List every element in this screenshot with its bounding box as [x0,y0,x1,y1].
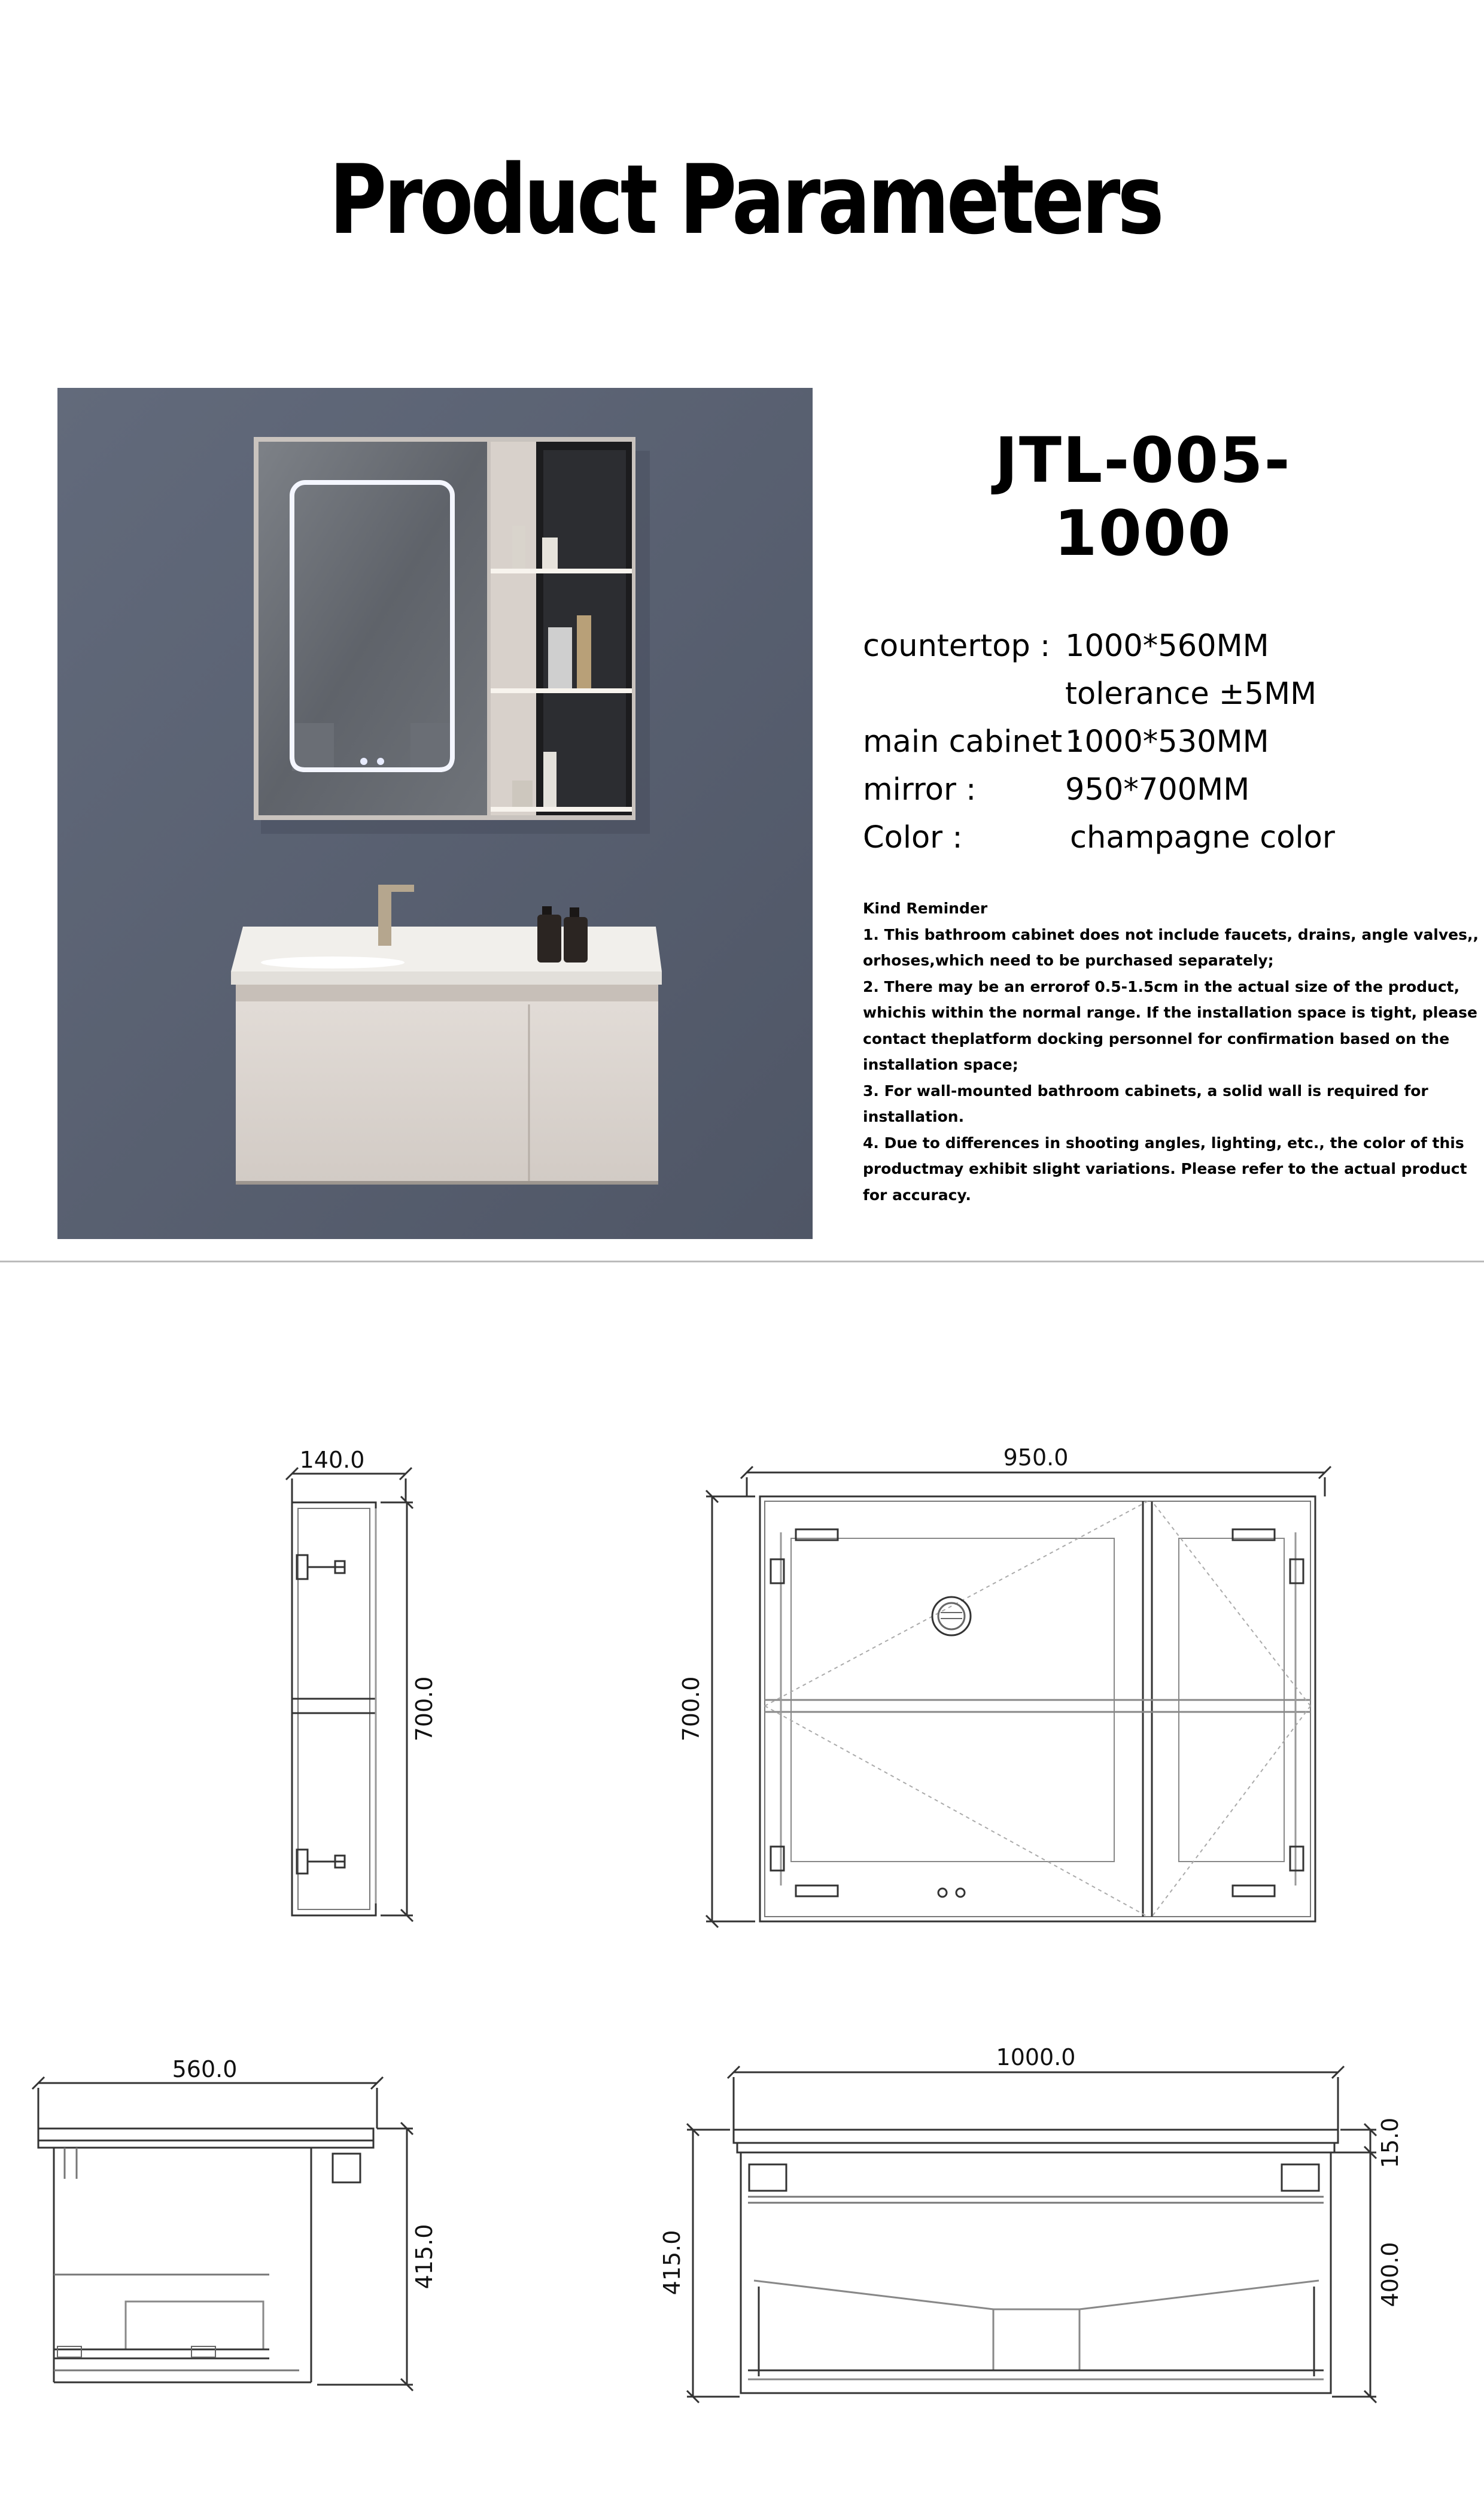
dim-mirror-front-height: 700.0 [678,1676,704,1742]
param-label-main-cabinet: main cabinet : [863,724,1082,760]
mirror-side-drawing [286,1468,413,1921]
param-value-color: champagne color [1070,820,1335,855]
cabinet-front-drawing [687,2066,1376,2403]
reminder-line: orhoses,which need to be purchased separately; [863,952,1274,969]
model-number: JTL-005-1000 [995,424,1291,570]
section-divider [0,1261,1484,1262]
reminder-title: Kind Reminder [863,900,988,917]
dim-cabinet-width: 1000.0 [996,2044,1076,2070]
dim-countertop-thickness: 15.0 [1377,2117,1403,2169]
reminder-line: 2. There may be an errorof 0.5-1.5cm in the actual size of the product, [863,977,1460,995]
param-label-countertop: countertop : [863,628,1051,664]
dim-cabinet-body-height: 400.0 [1377,2242,1403,2307]
technical-drawings [0,1377,1484,2454]
dim-cabinet-depth: 560.0 [172,2056,238,2082]
reminder-line: for accuracy. [863,1186,971,1204]
kind-reminder [863,895,1479,1208]
param-value-countertop: 1000*560MM [1065,628,1269,664]
reminder-line: 3. For wall-mounted bathroom cabinets, a solid wall is required for [863,1082,1428,1100]
reminder-line: installation. [863,1108,965,1125]
dim-cabinet-side-height: 415.0 [411,2224,437,2290]
dim-mirror-depth: 140.0 [299,1447,365,1473]
reminder-line: installation space; [863,1056,1018,1073]
param-label-mirror: mirror : [863,772,977,807]
page-title: Product Parameters [329,144,1161,256]
reminder-line: whichis within the normal range. If the installation space is tight, please [863,1004,1478,1021]
param-value-mirror: 950*700MM [1065,772,1250,807]
cabinet-side-drawing [32,2077,413,2391]
product-photo [57,388,813,1239]
reminder-line: contact theplatform docking personnel for confirmation based on the [863,1030,1450,1048]
dim-mirror-width: 950.0 [1003,1444,1069,1471]
param-label-color: Color : [863,820,963,855]
dim-mirror-side-height: 700.0 [411,1676,437,1742]
reminder-line: 1. This bathroom cabinet does not include faucets, drains, angle valves,, [863,925,1479,943]
param-value-tolerance: tolerance ±5MM [1065,676,1317,712]
dim-cabinet-front-height: 415.0 [659,2230,685,2296]
param-value-main-cabinet: 1000*530MM [1065,724,1269,760]
reminder-line: productmay exhibit slight variations. Please refer to the actual product [863,1160,1467,1177]
mirror-front-drawing [706,1466,1331,1927]
reminder-line: 4. Due to differences in shooting angles, lighting, etc., the color of this [863,1134,1464,1152]
